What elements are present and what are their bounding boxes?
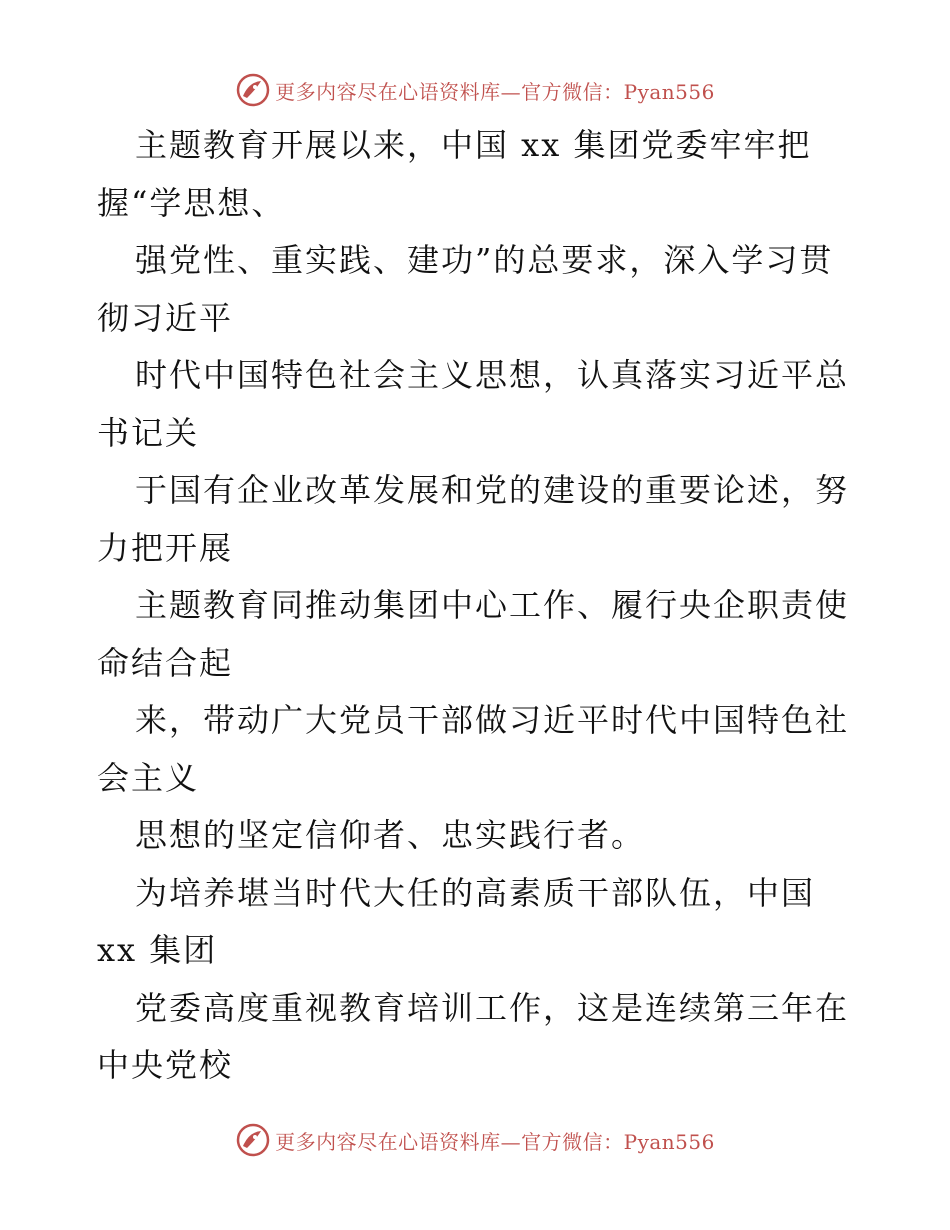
body-line: 彻习近平	[97, 298, 234, 337]
body-line: 会主义	[97, 758, 200, 797]
pen-nib-logo-icon	[235, 72, 271, 108]
body-line: 握“学思想、	[97, 183, 286, 222]
banner-text: 更多内容尽在心语资料库—官方微信：Pyan556	[275, 1129, 715, 1154]
body-line: 命结合起	[97, 643, 234, 682]
body-line: 强党性、重实践、建功”的总要求，深入学习贯	[135, 241, 834, 279]
body-line: 主题教育开展以来，中国 xx 集团党委牢牢把	[135, 126, 812, 164]
body-line: 于国有企业改革发展和党的建设的重要论述，努	[135, 471, 850, 509]
body-line: 为培养堪当时代大任的高素质干部队伍，中国	[135, 873, 816, 912]
footer-watermark-banner	[0, 1120, 950, 1160]
pen-nib-logo-icon	[235, 1122, 271, 1158]
body-line: 党委高度重视教育培训工作，这是连续第三年在	[135, 988, 850, 1027]
body-line: 思想的坚定信仰者、忠实践行者。	[135, 816, 646, 854]
body-line: 主题教育同推动集团中心工作、履行央企职责使	[135, 586, 850, 624]
body-line: 中央党校	[97, 1046, 234, 1084]
banner-text: 更多内容尽在心语资料库—官方微信：Pyan556	[275, 79, 715, 104]
body-line: xx 集团	[97, 931, 218, 969]
body-line: 时代中国特色社会主义思想，认真落实习近平总	[135, 356, 850, 394]
header-watermark-banner	[0, 70, 950, 110]
document-body	[97, 117, 857, 1095]
body-line: 力把开展	[97, 528, 234, 567]
body-line: 书记关	[97, 413, 200, 452]
body-line: 来，带动广大党员干部做习近平时代中国特色社	[135, 701, 850, 739]
